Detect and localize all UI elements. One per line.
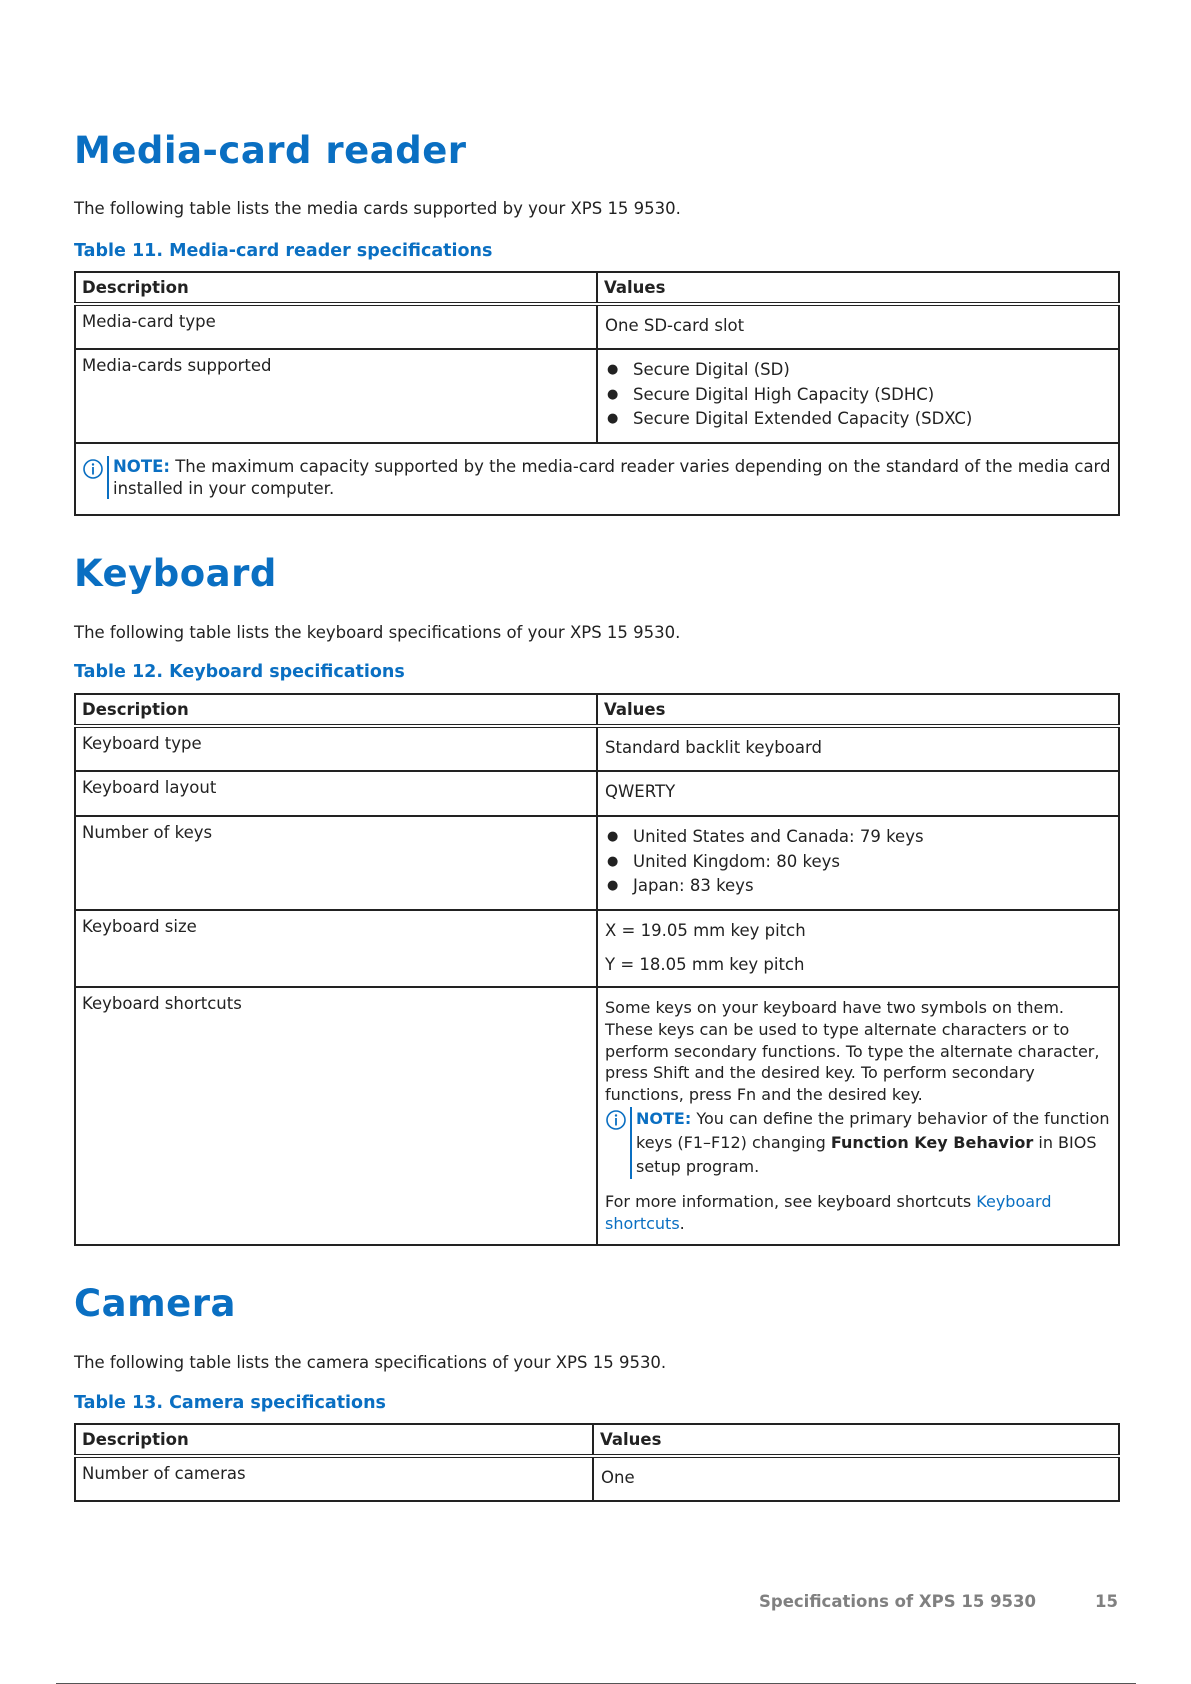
table-header-row xyxy=(75,272,1119,304)
row-value: QWERTY xyxy=(597,771,1119,816)
row-label: Number of cameras xyxy=(75,1456,593,1501)
note-body xyxy=(107,456,1112,499)
section-intro-media: The following table lists the media cards supported by your XPS 15 9530. xyxy=(74,199,681,218)
list-item: ● United Kingdom: 80 keys xyxy=(605,851,1112,872)
note-cell xyxy=(75,443,1119,515)
row-value-lines xyxy=(597,910,1119,987)
table-row xyxy=(75,771,1119,816)
value-line: X = 19.05 mm key pitch xyxy=(605,921,806,941)
keyboard-shortcuts-link[interactable]: Keyboard shortcuts xyxy=(605,1192,1052,1233)
info-circle-icon xyxy=(605,1109,627,1131)
section-title-media-card-reader: Media-card reader xyxy=(74,129,467,172)
row-value-list xyxy=(597,816,1119,910)
table-row xyxy=(75,349,1119,443)
table-caption-12: Table 12. Keyboard specifications xyxy=(74,662,405,682)
row-label: Number of keys xyxy=(75,816,597,910)
keyboard-table xyxy=(74,693,1120,1246)
media-card-table xyxy=(74,271,1120,516)
list-item: ● Secure Digital High Capacity (SDHC) xyxy=(605,384,1112,405)
table-row xyxy=(75,1456,1119,1501)
row-value-list xyxy=(597,349,1119,443)
table-caption-13: Table 13. Camera specifications xyxy=(74,1393,386,1413)
note-text: The maximum capacity supported by the media-card reader varies depending on the standard of the media card installed in your computer. xyxy=(113,457,1111,498)
note xyxy=(82,456,1112,499)
row-value-shortcuts xyxy=(597,987,1119,1245)
table-row xyxy=(75,304,1119,349)
list-item: ● Secure Digital Extended Capacity (SDXC) xyxy=(605,408,1112,429)
table-row xyxy=(75,910,1119,987)
note-bold-text: Function Key Behavior xyxy=(830,1133,1034,1153)
section-intro-camera: The following table lists the camera specifications of your XPS 15 9530. xyxy=(74,1353,667,1372)
footer-title: Specifications of XPS 15 9530 xyxy=(759,1592,1036,1611)
more-info-text: For more information, see keyboard shortcuts xyxy=(605,1192,977,1212)
header-description: Description xyxy=(75,694,597,726)
table-note-row xyxy=(75,443,1119,515)
note xyxy=(605,1107,1112,1179)
info-circle-icon xyxy=(82,458,104,480)
note-label: NOTE: xyxy=(636,1109,692,1129)
shortcuts-text: Some keys on your keyboard have two symbols on them. These keys can be used to type alternate characters or to perform secondary functions. To type the alternate character, press Shift and the desired key. To perform secondary functions, press Fn and the desired key. xyxy=(605,998,1100,1104)
list-item: ● United States and Canada: 79 keys xyxy=(605,826,1112,847)
header-description: Description xyxy=(75,1424,593,1456)
note-text-end: in BIOS setup program. xyxy=(636,1133,1097,1177)
section-title-keyboard: Keyboard xyxy=(74,552,277,595)
table-row xyxy=(75,987,1119,1245)
header-values: Values xyxy=(593,1424,1119,1456)
table-row xyxy=(75,816,1119,910)
table-header-row xyxy=(75,694,1119,726)
header-values: Values xyxy=(597,272,1119,304)
row-value: Standard backlit keyboard xyxy=(597,726,1119,771)
row-label: Keyboard size xyxy=(75,910,597,987)
section-title-camera: Camera xyxy=(74,1282,236,1325)
list-item: ● Japan: 83 keys xyxy=(605,875,1112,896)
table-row xyxy=(75,726,1119,771)
row-label: Keyboard layout xyxy=(75,771,597,816)
note-text: You can define the primary behavior of the function keys (F1–F12) changing xyxy=(636,1109,1110,1153)
row-label: Keyboard type xyxy=(75,726,597,771)
note-body xyxy=(630,1107,1112,1179)
row-value: One SD-card slot xyxy=(597,304,1119,349)
row-value: One xyxy=(593,1456,1119,1501)
camera-table xyxy=(74,1423,1120,1502)
value-line: Y = 18.05 mm key pitch xyxy=(605,954,805,974)
more-info xyxy=(605,1191,1112,1234)
header-values: Values xyxy=(597,694,1119,726)
more-info-end: . xyxy=(679,1214,685,1233)
row-label: Media-cards supported xyxy=(75,349,597,443)
header-description: Description xyxy=(75,272,597,304)
table-header-row xyxy=(75,1424,1119,1456)
note-label: NOTE: xyxy=(113,457,170,477)
row-label: Keyboard shortcuts xyxy=(75,987,597,1245)
section-intro-keyboard: The following table lists the keyboard specifications of your XPS 15 9530. xyxy=(74,623,681,642)
row-label: Media-card type xyxy=(75,304,597,349)
page-number: 15 xyxy=(1095,1592,1118,1611)
list-item: ● Secure Digital (SD) xyxy=(605,359,1112,380)
table-caption-11: Table 11. Media-card reader specifications xyxy=(74,241,493,261)
